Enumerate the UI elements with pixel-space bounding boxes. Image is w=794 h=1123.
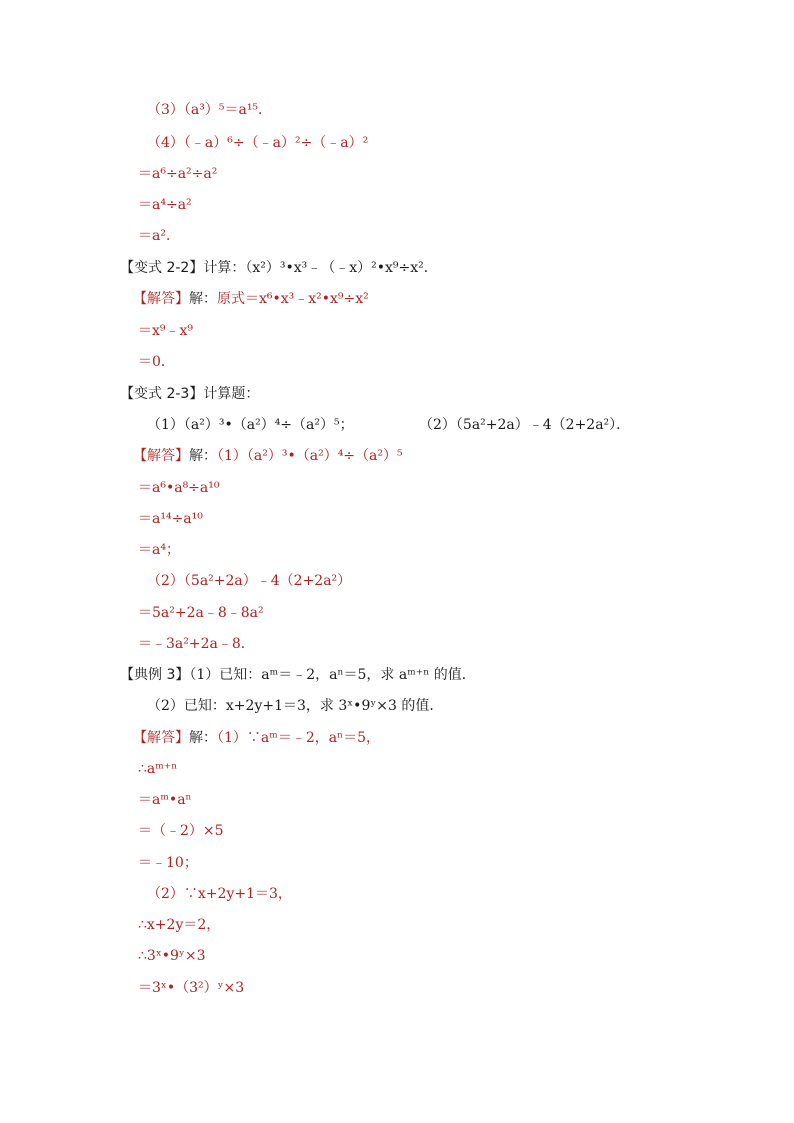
answer-text: 原式＝x⁶•x³﹣x²•x⁹÷x² [217, 291, 369, 307]
text-line: ＝﹣3a²+2a﹣8． [138, 636, 255, 652]
problem-text: （1）已知：aᵐ＝﹣2，aⁿ＝5，求 aᵐ⁺ⁿ 的值． [189, 667, 476, 683]
text-line: ∴x+2y＝2， [138, 917, 221, 933]
variant-tag: 【变式 2-2】 [120, 260, 204, 276]
text-line: ＝﹣10； [138, 855, 198, 871]
answer-tag: 【解答】 [133, 730, 189, 746]
text-line: ＝a⁶÷a²÷a² [138, 166, 218, 182]
subpart-1: （1）（a²）³•（a²）⁴÷（a²）⁵； [147, 417, 354, 433]
problem-subparts [147, 416, 631, 434]
answer-line [133, 447, 403, 465]
answer-lead: 解： [189, 730, 217, 746]
text-line: （3）（a³）⁵＝a¹⁵． [147, 102, 273, 118]
example-tag: 【典例 3】 [120, 667, 190, 683]
text-line: （2）（5a²+2a）﹣4（2+2a²） [147, 573, 352, 589]
text-line: ＝x⁹﹣x⁹ [138, 323, 194, 339]
problem-text: 计算题： [203, 386, 260, 402]
answer-tag: 【解答】 [133, 448, 189, 464]
text-line: ∴3ˣ•9ʸ×3 [138, 948, 206, 964]
text-line: ＝a⁶•a⁸÷a¹⁰ [138, 480, 220, 496]
problem-text: （2）已知：x+2y+1＝3，求 3ˣ•9ʸ×3 的值． [147, 698, 444, 714]
answer-lead: 解： [189, 448, 217, 464]
answer-line [133, 729, 380, 747]
text-line: ＝a²． [138, 228, 180, 244]
answer-text: （1）（a²）³•（a²）⁴÷（a²）⁵ [217, 448, 403, 464]
text-line: ＝5a²+2a﹣8﹣8a² [138, 605, 264, 621]
text-line: ＝a¹⁴÷a¹⁰ [138, 511, 203, 527]
problem-line [120, 666, 476, 684]
text-line: ＝（﹣2）×5 [138, 823, 224, 839]
variant-tag: 【变式 2-3】 [120, 386, 204, 402]
answer-text: （1）∵aᵐ＝﹣2，aⁿ＝5， [217, 730, 381, 746]
text-line: ∴aᵐ⁺ⁿ [138, 761, 178, 777]
text-line: ＝3ˣ•（3²）ʸ×3 [138, 980, 245, 996]
problem-line [120, 385, 259, 403]
text-line: ＝aᵐ•aⁿ [138, 792, 192, 808]
problem-text: 计算：（x²）³•x³﹣（﹣x）²•x⁹÷x²． [203, 260, 438, 276]
text-line: ＝0． [138, 354, 175, 370]
answer-lead: 解： [189, 291, 217, 307]
answer-line [133, 290, 369, 308]
subpart-2: （2）（5a²+2a）﹣4（2+2a²）． [419, 417, 631, 433]
text-line: （4）（﹣a）⁶÷（﹣a）²÷（﹣a）² [147, 135, 369, 151]
text-line: ＝a⁴÷a² [138, 197, 192, 213]
text-line: （2）∵x+2y+1＝3， [147, 886, 292, 902]
problem-line [120, 259, 438, 277]
answer-tag: 【解答】 [133, 291, 189, 307]
text-line: ＝a⁴； [138, 542, 180, 558]
